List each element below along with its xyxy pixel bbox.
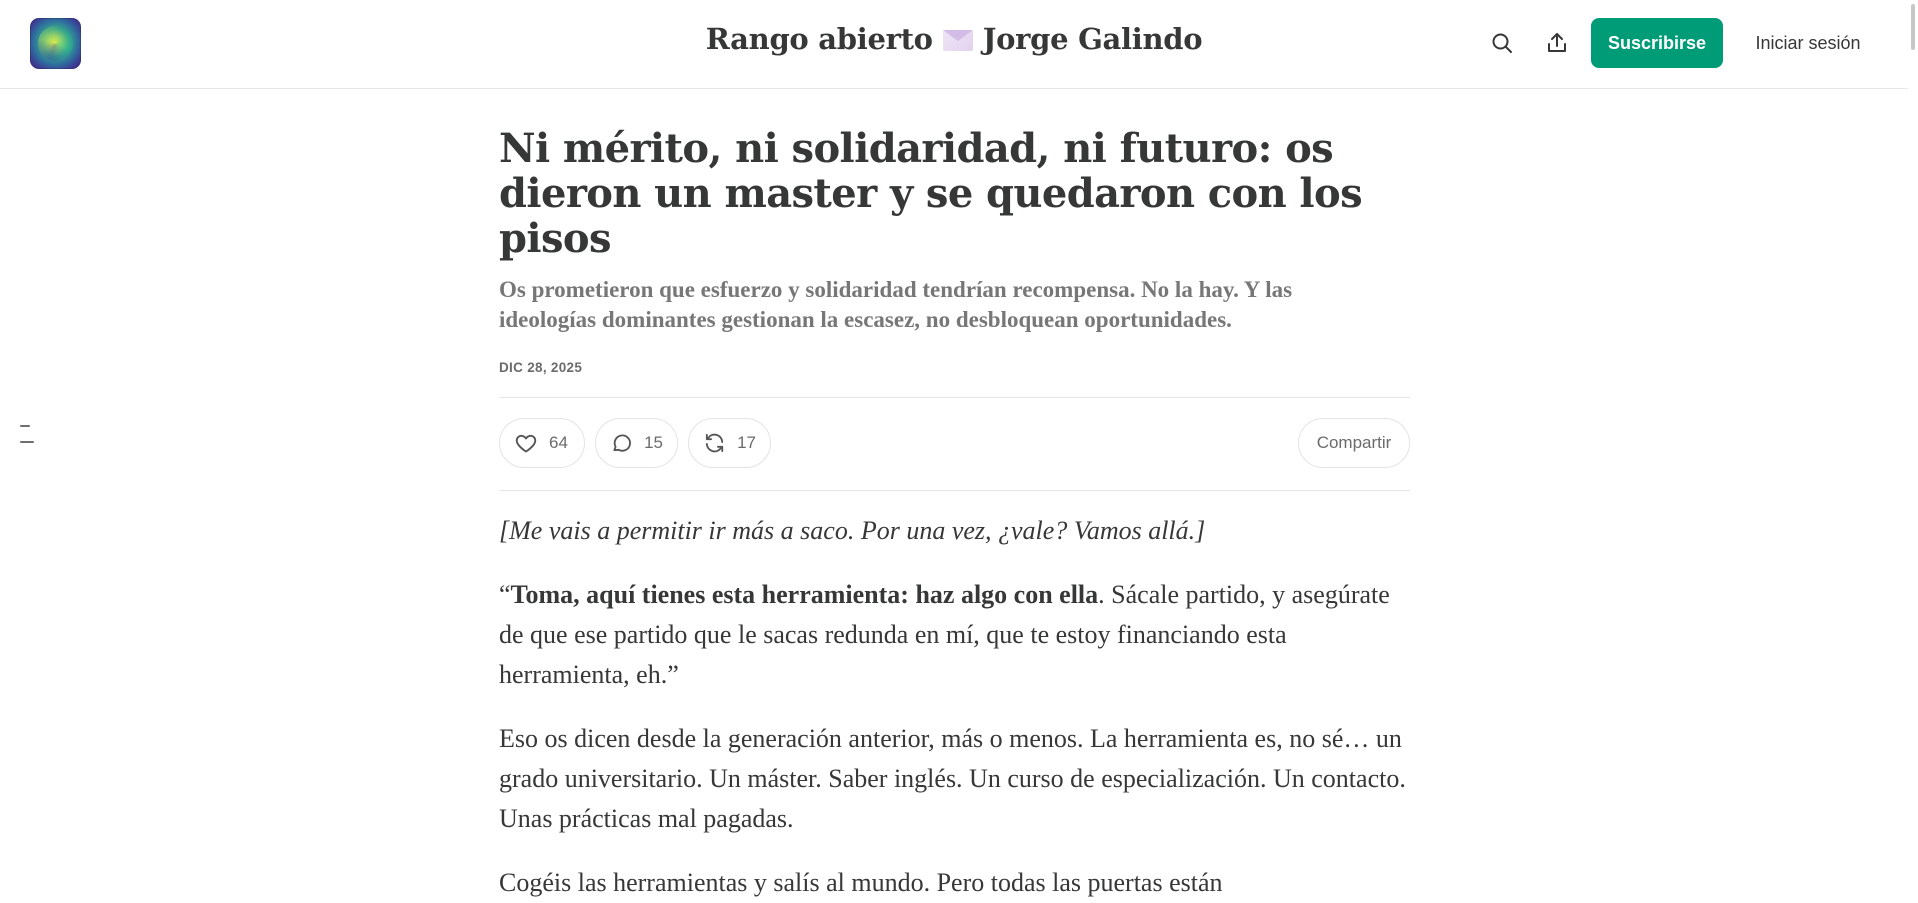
scrollbar-thumb[interactable]	[1911, 4, 1915, 50]
search-icon	[1490, 31, 1514, 55]
restack-icon	[703, 431, 726, 455]
post-date: DIC 28, 2025	[499, 360, 583, 375]
bold-quote: Toma, aquí tienes esta herramienta: haz algo con ella	[510, 580, 1099, 609]
body-paragraph	[499, 575, 1410, 695]
open-quote: “	[499, 580, 511, 609]
heart-icon	[514, 431, 538, 455]
restack-button[interactable]	[688, 418, 771, 468]
article	[499, 126, 1410, 903]
subscribe-button[interactable]: Suscribirse	[1591, 18, 1723, 68]
toc-line	[20, 441, 34, 443]
post-subtitle: Os prometieron que esfuerzo y solidaridad tendrían recompensa. No la hay. Y las ideologías dominantes gestionan la escasez, no desbloquean oportunidades.	[499, 277, 1293, 332]
body-paragraph: Cogéis las herramientas y salís al mundo. Pero todas las puertas están	[499, 868, 1223, 897]
share-icon	[1545, 31, 1569, 55]
search-button[interactable]	[1485, 26, 1519, 60]
like-button[interactable]	[499, 418, 585, 468]
paragraph-text: . Sácale partido, y asegúrate de que ese partido que le sacas redunda en mí, que te estoy financiando esta herramienta, eh.”	[499, 580, 1390, 689]
envelope-emoji-icon	[943, 30, 973, 51]
comment-count: 15	[644, 433, 663, 452]
toc-line	[20, 425, 30, 427]
post-title: Ni mérito, ni solidaridad, ni futuro: os dieron un master y se quedaron con los pisos	[499, 125, 1363, 262]
post-actions-bar	[499, 398, 1410, 490]
publication-name: Rango abierto	[705, 22, 933, 56]
table-of-contents-icon[interactable]	[18, 422, 36, 446]
share-button[interactable]	[1540, 26, 1574, 60]
comment-button[interactable]	[595, 418, 678, 468]
body-paragraph: Eso os dicen desde la generación anterior, más o menos. La herramienta es, no sé… un grado universitario. Un máster. Saber inglés. Un curso de especialización. Un contacto. Unas prácticas mal pagadas.	[499, 724, 1406, 833]
sign-in-button[interactable]: Iniciar sesión	[1755, 32, 1861, 53]
divider	[499, 490, 1410, 491]
top-navigation-bar	[0, 0, 1908, 89]
share-post-button[interactable]: Compartir	[1298, 418, 1410, 468]
intro-paragraph: [Me vais a permitir ir más a saco. Por una vez, ¿vale? Vamos allá.]	[499, 516, 1206, 545]
like-count: 64	[549, 433, 568, 452]
author-name: Jorge Galindo	[982, 22, 1203, 56]
restack-count: 17	[737, 433, 756, 452]
page-scrollbar[interactable]	[1908, 0, 1918, 862]
comment-icon	[610, 431, 633, 455]
